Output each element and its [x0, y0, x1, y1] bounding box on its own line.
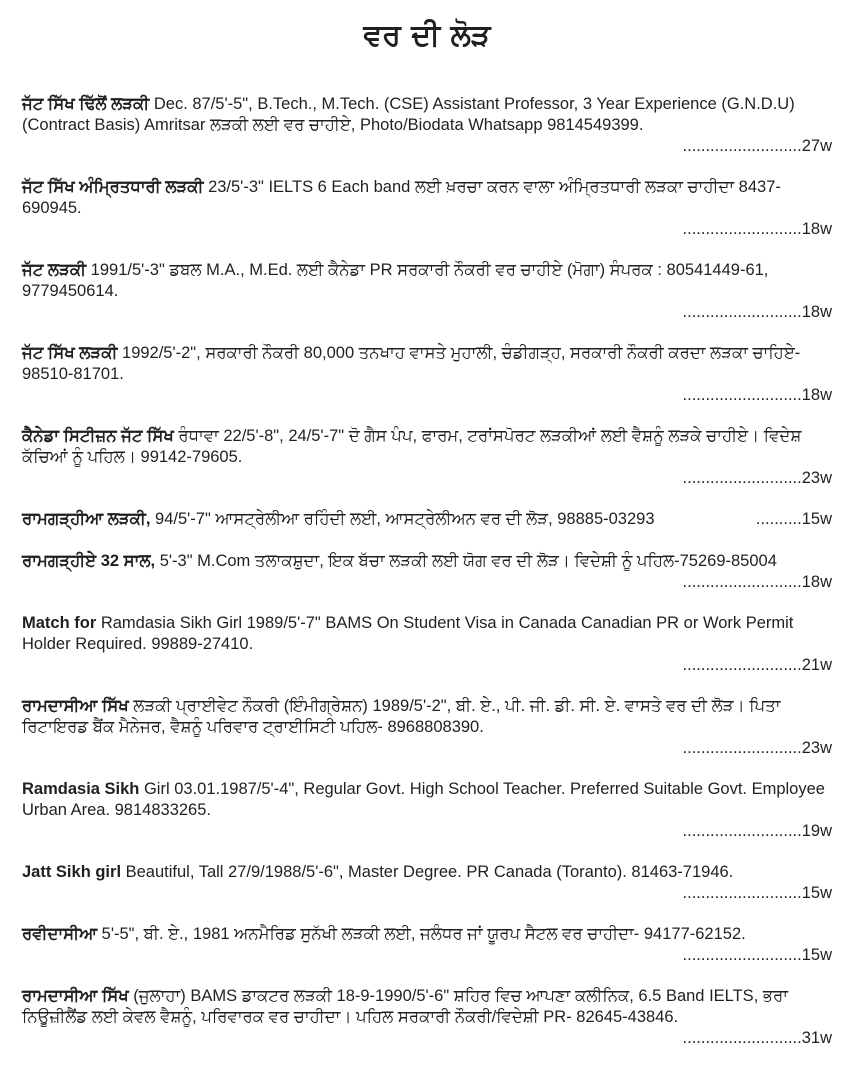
ad-code: ..........................18w — [682, 386, 832, 404]
ad-item — [22, 94, 832, 156]
ad-text — [22, 779, 832, 821]
ad-code: ..........................21w — [682, 656, 832, 674]
ad-text — [22, 94, 832, 136]
ad-code: ..........................23w — [682, 739, 832, 757]
ad-text — [22, 551, 832, 572]
ad-lead: ਕੈਨੇਡਾ ਸਿਟੀਜ਼ਨ ਜੱਟ ਸਿੱਖ — [22, 427, 174, 445]
ad-body: ਲੜਕੀ ਪ੍ਰਾਈਵੇਟ ਨੌਕਰੀ (ਇੰਮੀਗ੍ਰੇਸ਼ਨ) 1989/5'-2", ਬੀ. ਏ., ਪੀ. ਜੀ. ਡੀ. ਸੀ. ਏ. ਵਾਸਤੇ ਵਰ ਦੀ ਲੋੜ। ਪਿਤਾ ਰਿਟਾਇਰਡ ਬੈਂਕ ਮੈਨੇਜਰ, ਵੈਸ਼ਨੂੰ ਪਰਿਵਾਰ ਟ੍ਰਾਈਸਿਟੀ ਪਹਿਲ- 8968808390. — [22, 697, 781, 736]
ad-text — [22, 343, 832, 385]
ad-item — [22, 426, 832, 488]
ad-list — [22, 94, 832, 1069]
ad-item — [22, 177, 832, 239]
ad-lead: ਰਾਮਦਾਸੀਆ ਸਿੱਖ — [22, 987, 129, 1005]
ad-text — [22, 613, 832, 655]
ad-code: ..........................15w — [682, 884, 832, 902]
ad-body: 1992/5'-2", ਸਰਕਾਰੀ ਨੌਕਰੀ 80,000 ਤਨਖਾਹ ਵਾਸਤੇ ਮੁਹਾਲੀ, ਚੰਡੀਗੜ੍ਹ, ਸਰਕਾਰੀ ਨੌਕਰੀ ਕਰਦਾ ਲੜਕਾ ਚਾਹਿਏ- 98510-81701. — [22, 344, 801, 383]
ad-item — [22, 696, 832, 758]
ad-code: ..........................23w — [682, 469, 832, 487]
ad-body: ਰੰਧਾਵਾ 22/5'-8", 24/5'-7" ਦੋ ਗੈਸ ਪੰਪ, ਫਾਰਮ, ਟਰਾਂਸਪੋਰਟ ਲੜਕੀਆਂ ਲਈ ਵੈਸ਼ਨੂੰ ਲੜਕੇ ਚਾਹੀਏ। ਵਿਦੇਸ਼ ਕੱਚਿਆਂ ਨੂੰ ਪਹਿਲ। 99142-79605. — [22, 427, 802, 466]
ad-code: ..........................19w — [682, 822, 832, 840]
ad-item — [22, 924, 832, 965]
ad-code: ..........................18w — [682, 573, 832, 591]
ad-body: 23/5'-3" IELTS 6 Each band ਲਈ ਖ਼ਰਚਾ ਕਰਨ ਵਾਲਾ ਅੰਮ੍ਰਿਤਧਾਰੀ ਲੜਕਾ ਚਾਹੀਦਾ 8437-690945. — [22, 178, 781, 217]
ad-body: Girl 03.01.1987/5'-4", Regular Govt. High School Teacher. Preferred Suitable Govt. Employee Urban Area. 9814833265. — [22, 780, 825, 819]
ad-lead: ਜੱਟ ਸਿੱਖ ਲੜਕੀ — [22, 344, 118, 362]
ad-item — [22, 260, 832, 322]
ad-body: 1991/5'-3" ਡਬਲ M.A., M.Ed. ਲਈ ਕੈਨੇਡਾ PR ਸਰਕਾਰੀ ਨੌਕਰੀ ਵਰ ਚਾਹੀਏ (ਮੋਗਾ) ਸੰਪਰਕ : 80541449-61, 9779450614. — [22, 261, 769, 300]
ad-item — [22, 779, 832, 841]
ad-lead: ਰਾਮਦਾਸੀਆ ਸਿੱਖ — [22, 697, 129, 715]
ad-text — [22, 177, 832, 219]
ad-body: 5'-5", ਬੀ. ਏ., 1981 ਅਨਮੈਰਿਡ ਸੁਨੱਖੀ ਲੜਕੀ ਲਈ, ਜਲੰਧਰ ਜਾਂ ਯੂਰਪ ਸੈਟਲ ਵਰ ਚਾਹੀਦਾ- 94177-62152. — [97, 925, 746, 943]
ad-item — [22, 343, 832, 405]
ad-lead: ਰਾਮਗੜ੍ਹੀਆ ਲੜਕੀ, — [22, 510, 151, 528]
ad-lead: ਜੱਟ ਸਿੱਖ ਅੰਮ੍ਰਿਤਧਾਰੀ ਲੜਕੀ — [22, 178, 204, 196]
ad-lead: ਜੱਟ ਲੜਕੀ — [22, 261, 87, 279]
ad-body: 5'-3" M.Com ਤਲਾਕਸ਼ੁਦਾ, ਇਕ ਬੱਚਾ ਲੜਕੀ ਲਈ ਯੋਗ ਵਰ ਦੀ ਲੋੜ। ਵਿਦੇਸ਼ੀ ਨੂੰ ਪਹਿਲ-75269-85004 — [155, 552, 777, 570]
ad-item — [22, 551, 832, 592]
ad-lead: Ramdasia Sikh — [22, 780, 140, 798]
ad-code: ..........15w — [755, 510, 832, 528]
ad-code: ..........................15w — [682, 946, 832, 964]
ad-text — [22, 260, 832, 302]
ad-body: 94/5'-7" ਆਸਟ੍ਰੇਲੀਆ ਰਹਿੰਦੀ ਲਈ, ਆਸਟ੍ਰੇਲੀਅਨ ਵਰ ਦੀ ਲੋੜ, 98885-03293 — [150, 510, 655, 528]
ad-text — [22, 924, 832, 945]
ad-body: Dec. 87/5'-5", B.Tech., M.Tech. (CSE) Assistant Professor, 3 Year Experience (G.N.D.U) (Contract Basis) Amritsar ਲੜਕੀ ਲਈ ਵਰ ਚਾਹੀਏ, Photo/Biodata Whatsapp 9814549399. — [22, 95, 795, 134]
ad-item — [22, 509, 832, 530]
page-title: ਵਰ ਦੀ ਲੋੜ — [363, 18, 491, 53]
ad-lead: ਜੱਟ ਸਿੱਖ ਢਿੱਲੋਂ ਲੜਕੀ — [22, 95, 150, 113]
ad-code: ..........................18w — [682, 303, 832, 321]
ad-body: Ramdasia Sikh Girl 1989/5'-7" BAMS On Student Visa in Canada Canadian PR or Work Permit Holder Required. 99889-27410. — [22, 614, 794, 653]
ad-item — [22, 862, 832, 903]
ad-item — [22, 986, 832, 1048]
ad-lead: Jatt Sikh girl — [22, 863, 122, 881]
ad-text — [22, 862, 832, 883]
ad-text — [22, 696, 832, 738]
ad-text — [22, 986, 832, 1028]
ad-code: ..........................27w — [682, 137, 832, 155]
ad-item — [22, 613, 832, 675]
ad-text — [22, 509, 832, 530]
ad-lead: ਰਾਮਗੜ੍ਹੀਏ 32 ਸਾਲ, — [22, 552, 156, 570]
ad-text — [22, 426, 832, 468]
ad-body: Beautiful, Tall 27/9/1988/5'-6", Master Degree. PR Canada (Toranto). 81463-71946. — [121, 863, 734, 881]
ad-lead: ਰਵੀਦਾਸੀਆ — [22, 925, 98, 943]
ad-code: ..........................31w — [682, 1029, 832, 1047]
ad-code: ..........................18w — [682, 220, 832, 238]
ad-body: (ਜੁਲਾਹਾ) BAMS ਡਾਕਟਰ ਲੜਕੀ 18-9-1990/5'-6" ਸ਼ਹਿਰ ਵਿਚ ਆਪਣਾ ਕਲੀਨਿਕ, 6.5 Band IELTS, ਭਰਾ ਨਿਊਜ਼ੀਲੈਂਡ ਲਈ ਕੇਵਲ ਵੈਸ਼ਨੂੰ, ਪਰਿਵਾਰਕ ਵਰ ਚਾਹੀਦਾ। ਪਹਿਲ ਸਰਕਾਰੀ ਨੌਕਰੀ/ਵਿਦੇਸ਼ੀ PR- 82645-43846. — [22, 987, 788, 1026]
ad-lead: Match for — [22, 614, 97, 632]
